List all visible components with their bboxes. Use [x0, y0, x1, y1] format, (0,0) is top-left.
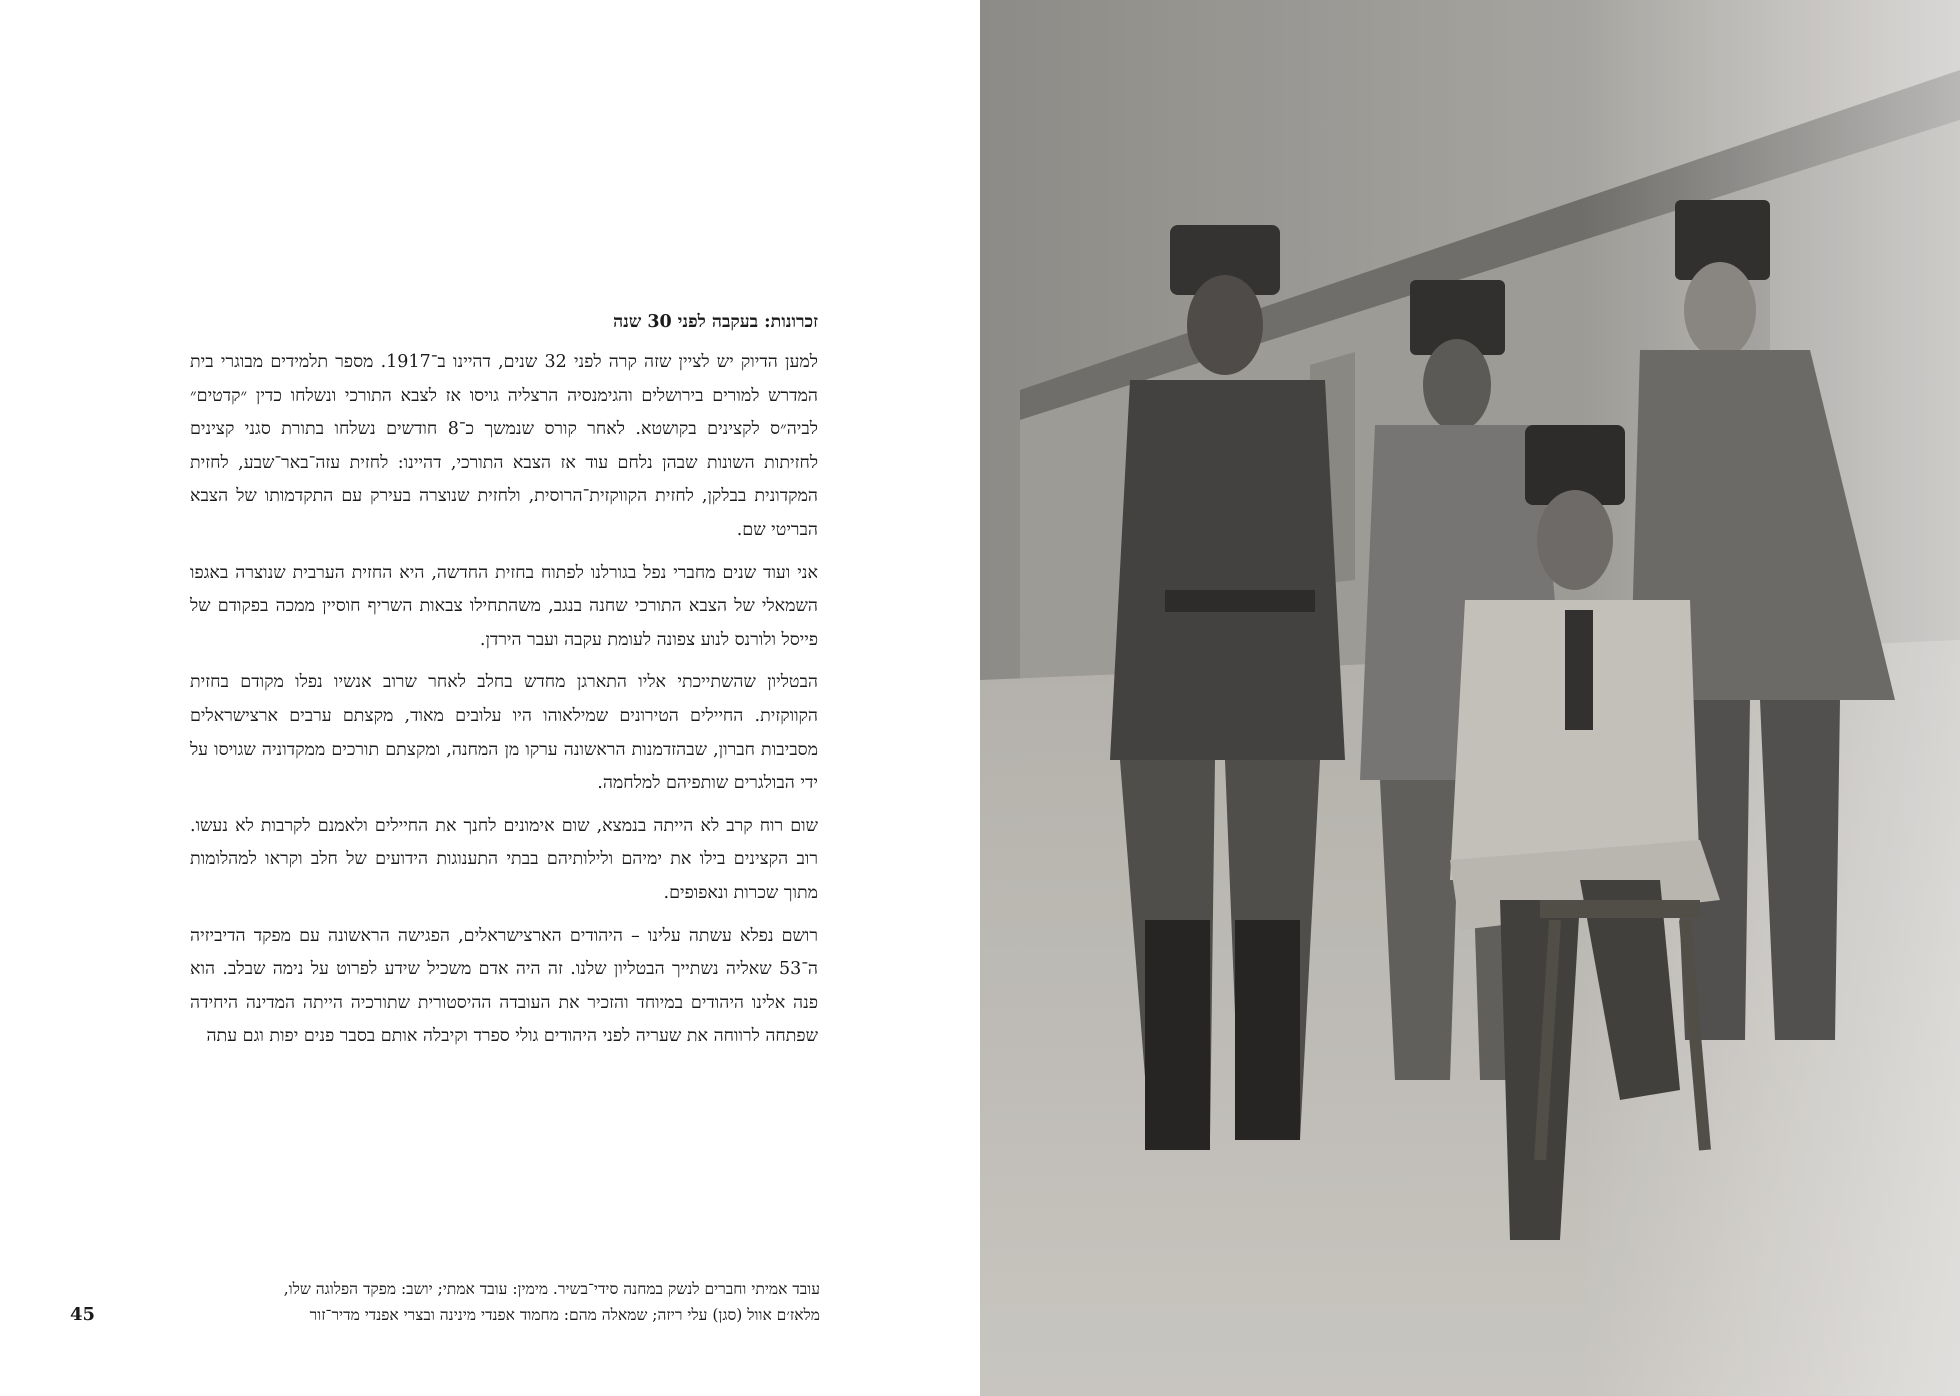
article	[190, 303, 818, 1063]
article-paragraph: שום רוח קרב לא הייתה בנמצא, שום אימונים לחנך את החיילים ולאמנם לקרבות לא נעשו. רוב הקצינים בילו את ימיהם ולילותיהם בבתי התענוגות הידועים של חלב וקראו למהלומות מתוך שכרות ונאפופים.	[190, 815, 818, 903]
historical-photo	[980, 0, 1960, 1396]
caption-line: מלאז׳ם אוול (סגן) עלי ריזה; שמאלה מהם: מחמוד אפנדי מינינה ובצרי אפנדי מדיר־זור	[309, 1306, 820, 1324]
article-paragraph: אני ועוד שנים מחברי נפל בגורלנו לפתוח בחזית החדשה, היא החזית הערבית שנוצרה באגפו השמאלי של הצבא התורכי שחנה בנגב, משהתחילו צבאות השריף חוסיין ממכה בפקודם של פייסל ולורנס לנוע צפונה לעומת עקבה ועבר הירדן.	[190, 562, 818, 650]
page-number: 45	[70, 1304, 96, 1325]
film-grain	[980, 0, 1960, 1396]
caption-line: עובד אמיתי וחברים לנשק במחנה סידי־בשיר. מימין: עובד אמתי; יושב: מפקד הפלוגה שלו,	[283, 1280, 820, 1298]
article-paragraph: רושם נפלא עשתה עלינו – היהודים הארצישראלים, הפגישה הראשונה עם מפקד הדיביזיה ה־53 שאליה נשתייך הבטליון שלנו. זה היה אדם משכיל שידע לפרוט על נימה שבלב. הוא פנה אלינו היהודים במיוחד והזכיר את העובדה ההיסטורית שתורכיה הייתה המדינה היחידה שפתחה לרווחה את שעריה לפני היהודים גולי ספרד וקיבלה אותם בסבר פנים יפות וגם עתה	[190, 925, 818, 1047]
article-paragraph: הבטליון שהשתייכתי אליו התארגן מחדש בחלב לאחר שרוב אנשיו נפלו מקודם בחזית הקווקזית. החיילים הטירונים שמילאוהו היו עלובים מאוד, מקצתם ערבים ארצישראלים מסביבות חברון, שבהזדמנות הראשונה ערקו מן המחנה, ומקצתם תורכים ממקדוניה שגויסו על ידי הבולגרים שותפיהם למלחמה.	[190, 672, 818, 794]
photo-caption	[170, 1276, 820, 1328]
article-paragraph: למען הדיוק יש לציין שזה קרה לפני 32 שנים, דהיינו ב־1917. מספר תלמידים מבוגרי בית המדרש למורים בירושלים והגימנסיה הרצליה גויסו אז לצבא התורכי ונשלחו כדין ״קדטים״ לביה״ס לקצינים בקושטא. לאחר קורס שנמשך כ־8 חודשים נשלחו בתורת סגני קצינים לחזיתות השונות שבהן נלחם עוד אז הצבא התורכי, דהיינו: לחזית עזה־באר־שבע, לחזית המקדונית בבלקן, לחזית הקווקזית־הרוסית, ולחזית שנוצרה בעירק עם התקדמותו של הצבא הבריטי שם.	[190, 352, 818, 540]
article-title: זכרונות: בעקבה לפני 30 שנה	[613, 312, 818, 332]
photo-illustration	[980, 0, 1960, 1396]
